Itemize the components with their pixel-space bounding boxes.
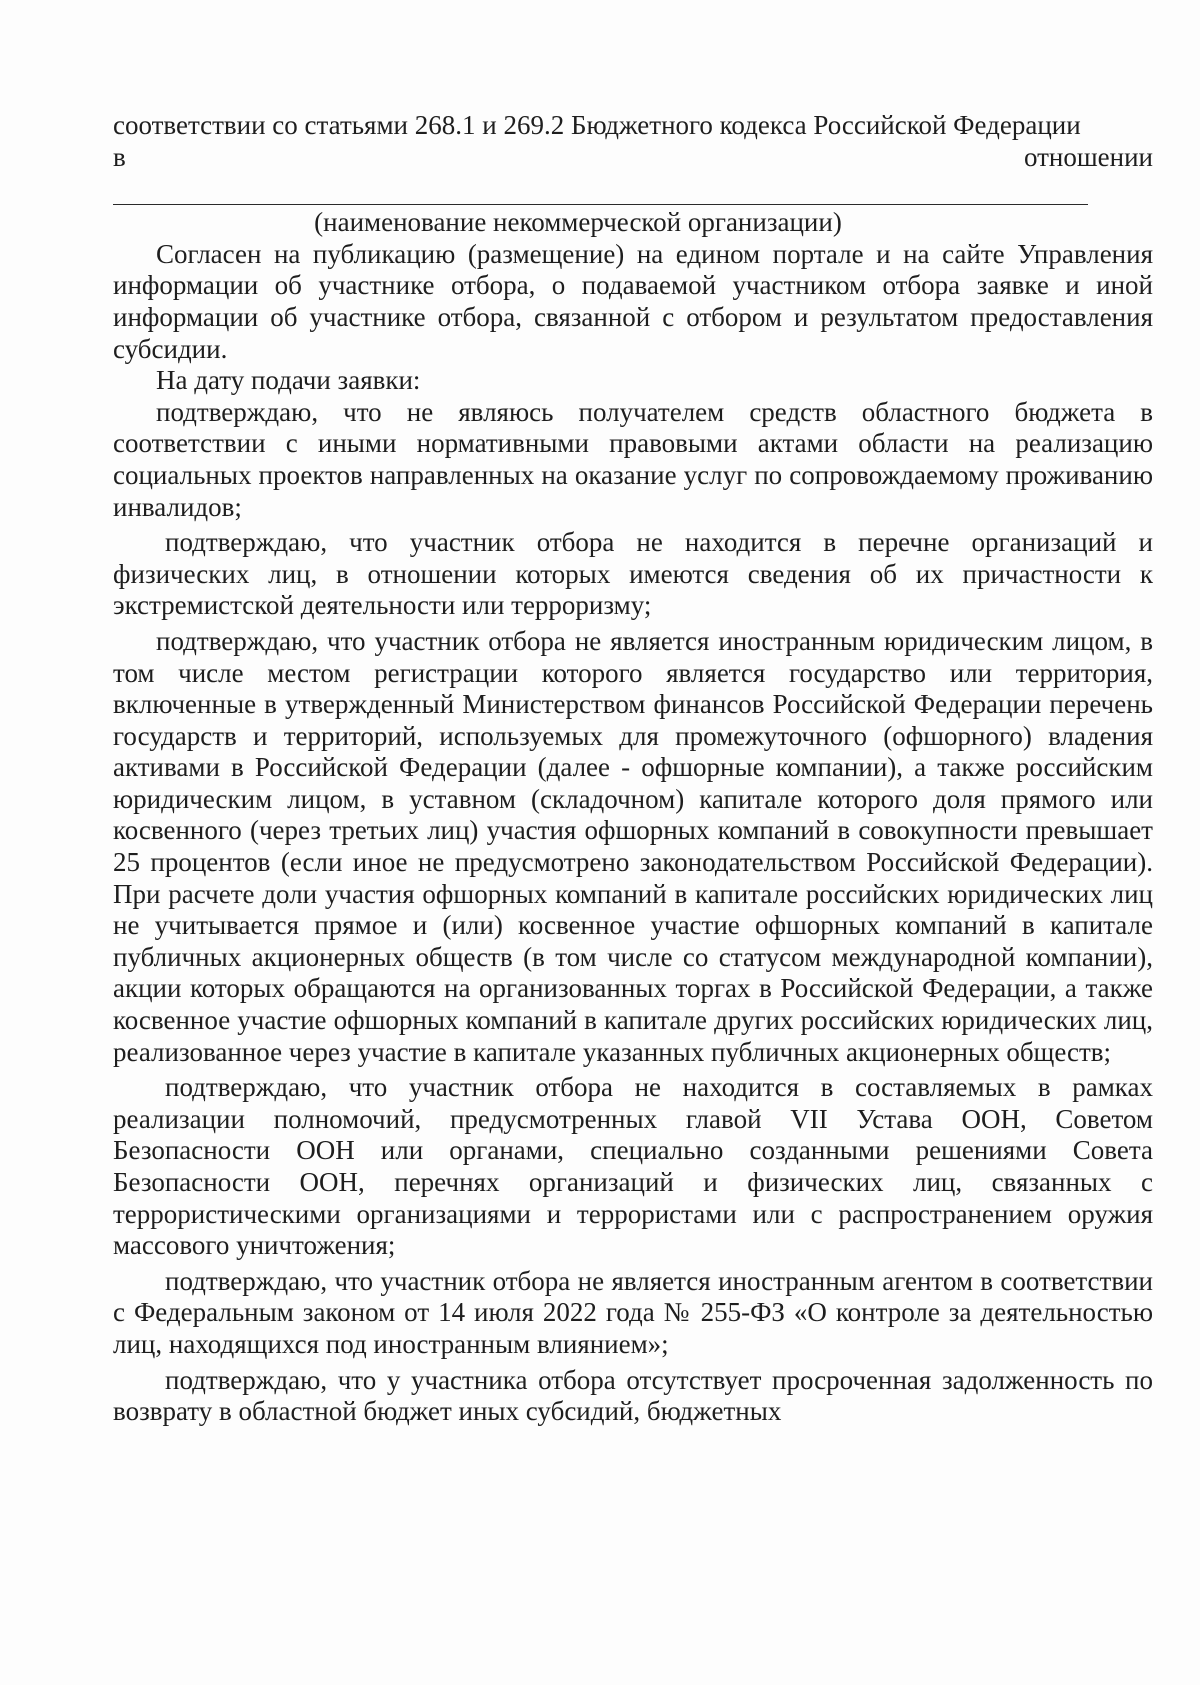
relation-text: отношении [1023,141,1153,172]
preposition-text: в [113,141,126,172]
date-heading: На дату подачи заявки: [156,365,421,396]
confirmation-budget-recipient: подтверждаю, что не являюсь получателем средств областного бюджета в соответствии с иными нормативными правовыми актами области на реализацию социальных проектов направленных на оказание услуг по сопровождаемому проживанию инвалидов; [113,396,1153,522]
document-body [113,110,1153,1428]
consent-paragraph: Согласен на публикацию (размещение) на едином портале и на сайте Управления информации об участнике отбора, о подаваемой участником отбора заявке и иной информации об участнике отбора, связанной с отбором и результатом предоставления субсидии. [113,238,1153,364]
confirmation-un-sanctions-list: подтверждаю, что участник отбора не находится в составляемых в рамках реализации полномочий, предусмотренных главой VII Устава ООН, Советом Безопасности ООН или органами, специально созданными решениями Совета Безопасности ООН, перечнях организаций и физических лиц, связанных с террористическими организациями и террористами или с распространением оружия массового уничтожения; [113,1072,1153,1261]
confirmation-overdue-debt: подтверждаю, что у участника отбора отсутствует просроченная задолженность по возврату в областной бюджет иных субсидий, бюджетных [113,1364,1153,1427]
confirmation-offshore-entity: подтверждаю, что участник отбора не является иностранным юридическим лицом, в том числе местом регистрации которого является государство или территория, включенные в утвержденный Министерством финансов Российской Федерации перечень государств и территорий, используемых для промежуточного (офшорного) владения активами в Российской Федерации (далее - офшорные компании), а также российским юридическим лицом, в уставном (складочном) капитале которого доля прямого или косвенного (через третьих лиц) участия офшорных компаний в совокупности превышает 25 процентов (если иное не предусмотрено законодательством Российской Федерации). При расчете доли участия офшорных компаний в капитале российских юридических лиц не учитывается прямое и (или) косвенное участие офшорных компаний в капитале публичных акционерных обществ (в том числе со статусом международной компании), акции которых обращаются на организованных торгах в Российской Федерации, а также косвенное участие офшорных компаний в капитале других российских юридических лиц, реализованное через участие в капитале указанных публичных акционерных обществ; [113,625,1153,1067]
organization-name-caption: (наименование некоммерческой организации) [314,207,842,238]
confirmation-extremism-list: подтверждаю, что участник отбора не находится в перечне организаций и физических лиц, в отношении которых имеются сведения об их причастности к экстремистской деятельности или терроризму; [113,527,1153,621]
organization-name-blank [113,203,1088,205]
opening-line-continued [113,142,1153,174]
confirmation-foreign-agent: подтверждаю, что участник отбора не является иностранным агентом в соответствии с Федеральным законом от 14 июля 2022 года № 255-ФЗ «О контроле за деятельностью лиц, находящихся под иностранным влиянием»; [113,1265,1153,1359]
opening-line: соответствии со статьями 268.1 и 269.2 Бюджетного кодекса Российской Федерации [113,110,1081,140]
